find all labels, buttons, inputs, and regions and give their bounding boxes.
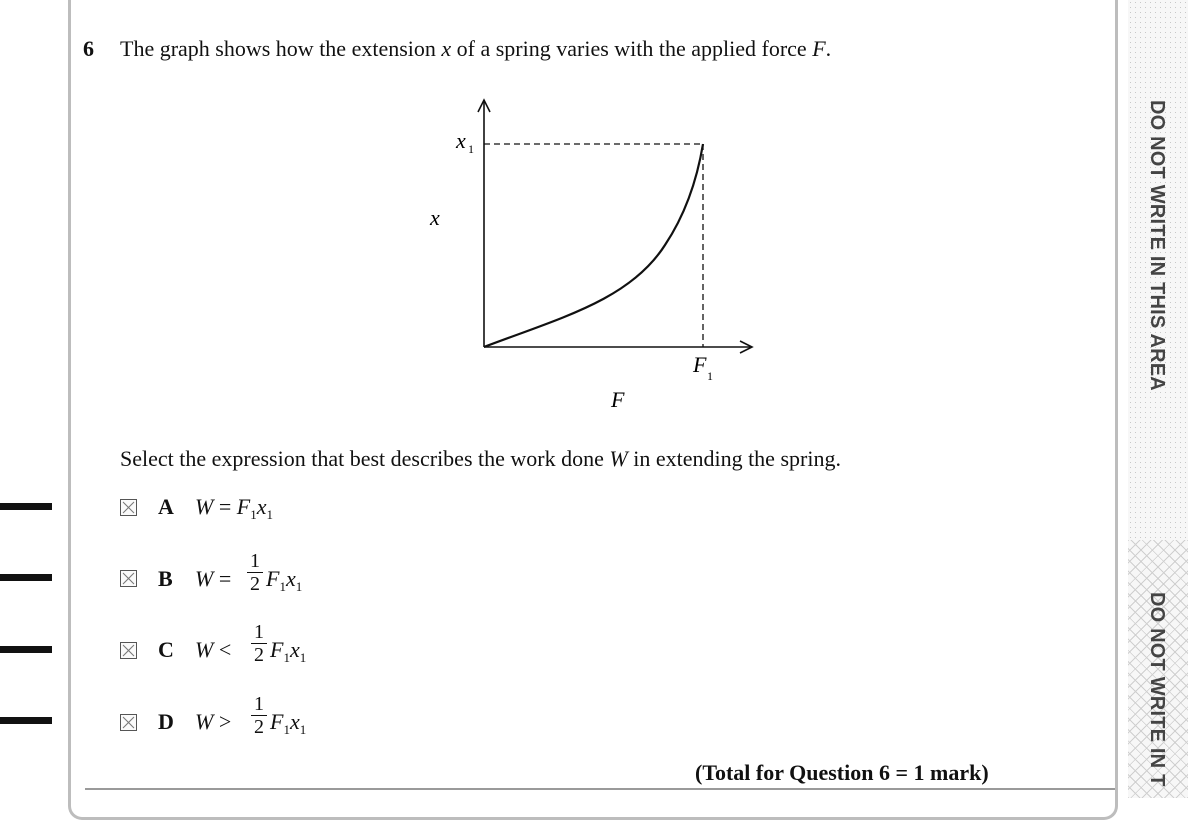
alignment-mark	[0, 717, 52, 724]
option-c-letter: C	[158, 637, 174, 662]
option-c-product: $F_1x_1$	[270, 637, 307, 665]
option-c-checkbox[interactable]	[120, 642, 137, 659]
x1-subscript: 1	[468, 142, 474, 156]
option-b-checkbox[interactable]	[120, 570, 137, 587]
option-a-letter: A	[158, 494, 174, 519]
bottom-rule	[85, 788, 1115, 790]
option-b-fraction: 1 2	[247, 551, 263, 594]
F1-subscript: 1	[707, 369, 713, 383]
option-c-lhs: W <	[195, 637, 232, 662]
alignment-mark	[0, 646, 52, 653]
option-b-letter: B	[158, 566, 173, 591]
margin-warning-upper: DO NOT WRITE IN THIS AREA	[1146, 100, 1168, 391]
option-c-fraction: 1 2	[251, 622, 267, 665]
option-d-checkbox[interactable]	[120, 714, 137, 731]
question-stem: The graph shows how the extension x of a spring varies with the applied force F.	[120, 36, 832, 61]
y-axis-label: x	[430, 205, 440, 230]
option-d-letter: D	[158, 709, 174, 734]
curve	[484, 144, 703, 347]
alignment-mark	[0, 574, 52, 581]
option-d-fraction: 1 2	[251, 694, 267, 737]
margin-warning-lower: DO NOT WRITE IN T	[1146, 592, 1168, 787]
option-d-lhs: W >	[195, 709, 232, 734]
option-d-product: $F_1x_1$	[270, 709, 307, 737]
option-a-expression: $W = F_1x_1$	[195, 494, 273, 522]
x-axis-label: F	[611, 387, 625, 412]
option-a-checkbox[interactable]	[120, 499, 137, 516]
F1-label: F	[693, 352, 707, 377]
option-b-lhs: W =	[195, 566, 232, 591]
x1-label: x	[456, 128, 466, 153]
alignment-mark	[0, 503, 52, 510]
question-number: 6	[83, 36, 94, 61]
question-prompt: Select the expression that best describes the work done W in extending the spring.	[120, 446, 841, 471]
total-marks: (Total for Question 6 = 1 mark)	[695, 760, 989, 785]
option-b-product: $F_1x_1$	[266, 566, 303, 594]
